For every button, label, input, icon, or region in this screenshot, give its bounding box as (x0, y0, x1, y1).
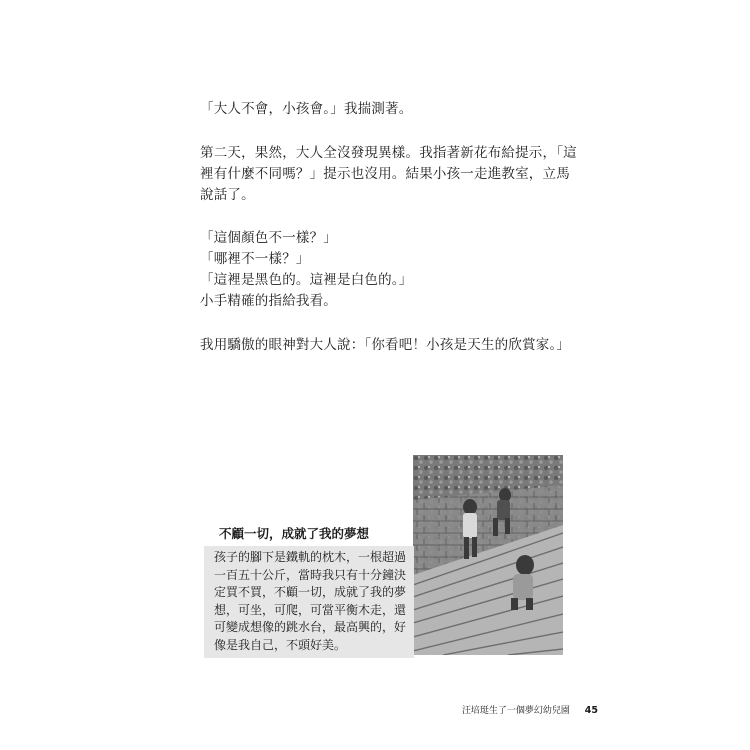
text-line: 「哪裡不一樣？」 (200, 251, 310, 267)
text-line: 「這個顏色不一樣？」 (200, 230, 337, 246)
text-line: 「這裡是黑色的。這裡是白色的。」 (200, 272, 413, 288)
paragraph-4 (200, 335, 590, 356)
text-line: 我用驕傲的眼神對大人說：「你看吧！小孩是天生的欣賞家。」 (200, 337, 571, 353)
text-line: 「大人不會，小孩會。」我揣測著。 (200, 101, 413, 117)
caption-body (204, 546, 414, 658)
page-footer (462, 703, 598, 716)
text-line: 裡有什麼不同嗎？」提示也沒用。結果小孩一走進教室，立馬 (200, 166, 570, 182)
photo-illustration (413, 455, 563, 655)
photo-children-on-railway-sleepers (413, 455, 563, 655)
paragraph-1 (200, 99, 590, 120)
caption-line: 孩子的腳下是鐵軌的枕木，一根超過 (214, 550, 407, 564)
photo-caption (204, 524, 414, 658)
page-number: 45 (584, 705, 598, 716)
running-title: 汪培珽生了一個夢幻幼兒園 (461, 706, 570, 716)
caption-line: 像是我自己，不頭好美。 (214, 637, 347, 652)
caption-line: 定買不買，不顧一切，成就了我的夢 (214, 585, 407, 599)
caption-title: 不顧一切，成就了我的夢想 (219, 526, 370, 541)
caption-line: 可變成想像的跳水台，最高興的，好 (214, 620, 407, 634)
text-line: 說話了。 (200, 187, 255, 203)
paragraph-2 (200, 143, 590, 206)
text-line: 第二天，果然，大人全沒發現異樣。我指著新花布給提示，「這 (200, 145, 577, 161)
caption-line: 想，可坐，可爬，可當平衡木走，還 (214, 602, 407, 617)
paragraph-3 (200, 228, 590, 312)
caption-line: 一百五十公斤，當時我只有十分鐘決 (214, 567, 407, 582)
text-line: 小手精確的指給我看。 (200, 293, 337, 309)
